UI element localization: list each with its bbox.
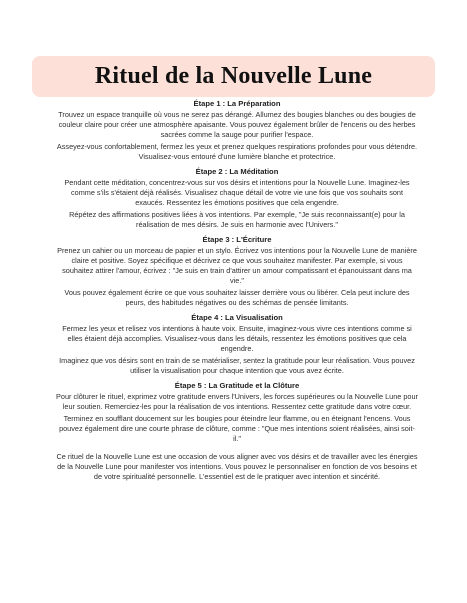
step-3-section [56,235,418,308]
step-4-paragraph-2: Imaginez que vos désirs sont en train de se matérialiser, sentez la gratitude pour leur réalisation. Vous pouvez utiliser la visualisation pour chaque intention que vous avez écrite. [59,356,415,375]
step-2-paragraph-2: Répétez des affirmations positives liées à vos intentions. Par exemple, "Je suis reconnaissant(e) pour la réalisation de mes désirs. Je suis en harmonie avec l'Univers." [69,210,405,229]
step-4-heading: Étape 4 : La Visualisation [191,313,283,322]
step-1-paragraph-1: Trouvez un espace tranquille où vous ne serez pas dérangé. Allumez des bougies blanches ou des bougies de couleur claire pour créer une atmosphère apaisante. Vous pouvez également brûler de l'encens ou des herbes sacrées comme la sauge pour purifier l'espace. [58,110,416,139]
step-4-section [56,313,418,376]
conclusion-section [56,452,418,482]
step-1-heading: Étape 1 : La Préparation [193,99,281,108]
step-3-heading: Étape 3 : L'Écriture [202,235,272,244]
step-2-section [56,167,418,230]
step-5-heading: Étape 5 : La Gratitude et la Clôture [174,381,300,390]
step-2-heading: Étape 2 : La Méditation [195,167,279,176]
step-1-section [56,99,418,162]
step-3-paragraph-2: Vous pouvez également écrire ce que vous souhaitez laisser derrière vous ou libérer. Cela peut inclure des peurs, des habitudes négatives ou des schémas de pensée limitants. [64,288,410,307]
conclusion-paragraph: Ce rituel de la Nouvelle Lune est une occasion de vous aligner avec vos désirs et de travailler avec les énergies de la Nouvelle Lune pour manifester vos intentions. Vous pouvez le personnaliser en fonction de vos besoins et de votre spiritualité personnelle. L'essentiel est de le pratiquer avec intention et sincérité. [56,452,418,481]
step-5-section [56,381,418,444]
step-4-paragraph-1: Fermez les yeux et relisez vos intentions à haute voix. Ensuite, imaginez-vous vivre ces intentions comme si elles étaient déjà accomplies. Visualisez-vous dans les détails, ressentez les émotions positives que cela engendre. [62,324,412,353]
step-5-paragraph-1: Pour clôturer le rituel, exprimez votre gratitude envers l'Univers, les forces supérieures ou la Nouvelle Lune pour leur soutien. Remerciez-les pour la réalisation de vos intentions. Ressentez cette gratitude dans votre cœur. [56,392,418,411]
step-3-paragraph-1: Prenez un cahier ou un morceau de papier et un stylo. Écrivez vos intentions pour la Nouvelle Lune de manière claire et positive. Soyez spécifique et décrivez ce que vous souhaitez manifester. Par exemple, si vous souhaitez attirer l'amour, écrivez : "Je suis en train d'attirer un amour compatissant et épanouissant dans ma vie." [57,246,417,285]
step-5-paragraph-2: Terminez en soufflant doucement sur les bougies pour éteindre leur flamme, ou en éteignant l'encens. Vous pouvez également dire une courte phrase de clôture, comme : "Que mes intentions soient réalisées, ainsi soit-il." [59,414,415,443]
step-2-paragraph-1: Pendant cette méditation, concentrez-vous sur vos désirs et intentions pour la Nouvelle Lune. Imaginez-les comme s'ils s'étaient déjà réalisés. Visualisez chaque détail de votre vie une fois que vos souhaits sont exaucés. Ressentez les émotions positives que cela engendre. [64,178,410,207]
step-1-paragraph-2: Asseyez-vous confortablement, fermez les yeux et prenez quelques respirations profondes pour vous détendre. Visualisez-vous entouré d'une lumière blanche et protectrice. [56,142,418,161]
document-body [56,99,418,482]
title-banner [32,56,435,97]
page-title: Rituel de la Nouvelle Lune [94,63,373,89]
